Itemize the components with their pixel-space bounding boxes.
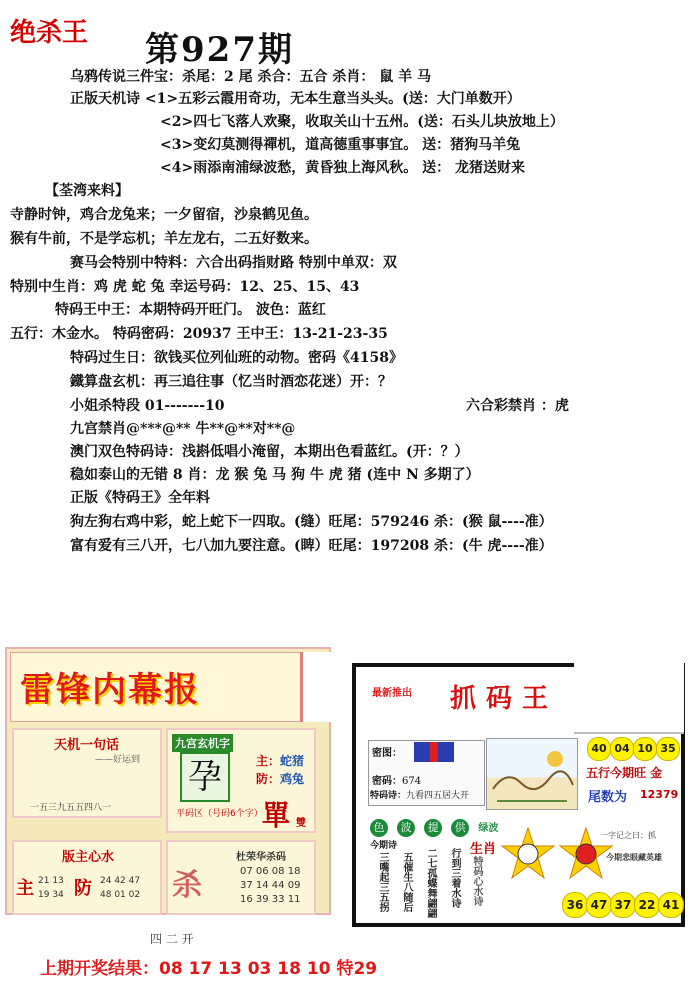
fang-number-row-1: 24 42 47 bbox=[100, 876, 141, 886]
jinqishi-label: 今期诗 bbox=[370, 841, 398, 851]
zhu-number-row-2: 19 34 bbox=[38, 890, 64, 900]
banzhu-fang: 防 bbox=[74, 878, 92, 899]
text-line-9: 赛马会特别中特料：六合出码指财路 特别中单双：双 bbox=[70, 255, 397, 271]
onechar-label: 一字记之曰：抓 bbox=[600, 831, 656, 840]
text-line-15a: 小姐杀特段 01-------10 bbox=[70, 398, 225, 414]
text-line-16: 九宫禁肖@***@** 牛**@**对**@ bbox=[70, 421, 296, 437]
new-label: 最新推出 bbox=[372, 688, 412, 699]
tianji-title: 天机一句话 bbox=[54, 738, 120, 753]
jiugong-title: 九宫玄机字 bbox=[172, 734, 233, 752]
text-line-5: <4>雨添南浦绿波愁，黄昏独上海风秋。 送： 龙猪送财来 bbox=[160, 160, 525, 176]
bottom-ball-2: 47 bbox=[586, 892, 612, 918]
jinqi-note: 今期悲眼藏英雄 bbox=[606, 852, 662, 862]
last-draw-result: 上期开奖结果：08 17 13 03 18 10 特29 bbox=[40, 959, 378, 979]
text-line-12: 五行：木金水。 特码密码：20937 王中王：13-21-23-35 bbox=[10, 326, 388, 342]
tianji-subtitle: ——好运到 bbox=[95, 755, 141, 765]
zhu-number-row-1: 21 13 bbox=[38, 876, 64, 886]
fang-number-row-2: 48 01 02 bbox=[100, 890, 141, 900]
text-line-4: <3>变幻莫测得禪机，道高德重事事宜。 送：猪狗马羊兔 bbox=[160, 137, 521, 153]
poem-column-4: 行到三着水诗 bbox=[449, 848, 460, 908]
poem-column-1: 三嘴起三五拐 bbox=[377, 852, 388, 912]
color-char-4: 供 bbox=[451, 819, 469, 837]
top-ball-4: 35 bbox=[656, 737, 680, 761]
text-line-13: 特码过生日：欲钱买位列仙班的动物。密码《4158》 bbox=[70, 350, 403, 366]
right-leaflet-page-curl bbox=[574, 660, 684, 734]
sha-row-2: 37 14 44 09 bbox=[240, 880, 301, 891]
color-char-1: 色 bbox=[370, 819, 388, 837]
text-line-20: 狗左狗右鸡中彩，蛇上蛇下一四取。(缝）旺尾：579246 杀：(猴 鼠----准） bbox=[70, 514, 553, 530]
bottom-ball-3: 37 bbox=[610, 892, 636, 918]
weishu-label: 尾数为 bbox=[588, 790, 628, 805]
text-line-18: 稳如泰山的无错 8 肖：龙 猴 兔 马 狗 牛 虎 猪 (连中 N 多期了） bbox=[70, 467, 480, 483]
poem-column-2: 五催生八随后 bbox=[401, 852, 412, 912]
poem-column-3: 二七孤蝶舞翩翩 bbox=[425, 848, 436, 918]
left-leaflet-title: 雷锋内幕报 bbox=[20, 670, 200, 710]
issue-number: 第927期 bbox=[145, 30, 294, 70]
text-line-21: 富有爱有三八开，七八加九要注意。(睥）旺尾：197208 杀：(牛 虎----准） bbox=[70, 538, 553, 554]
publication-title: 绝杀王 bbox=[10, 18, 89, 48]
animal-icon bbox=[498, 826, 558, 886]
weishu-value: 12379 bbox=[640, 788, 679, 801]
bottom-ball-1: 36 bbox=[562, 892, 588, 918]
dan-character: 單 bbox=[262, 799, 291, 832]
section-heading: 【荃湾来料】 bbox=[45, 183, 129, 199]
zhu-label: 主：蛇猪 bbox=[256, 754, 305, 768]
bottom-ball-4: 22 bbox=[634, 892, 660, 918]
shengxiao-label: 生肖 bbox=[470, 842, 497, 857]
sha-row-3: 16 39 33 11 bbox=[240, 894, 301, 905]
shuang-character: 雙 bbox=[296, 818, 306, 829]
temaxin-label: 特码心水诗 bbox=[471, 856, 482, 906]
top-ball-2: 04 bbox=[610, 737, 634, 761]
color-char-3: 提 bbox=[424, 819, 442, 837]
left-leaflet-page-curl bbox=[300, 652, 336, 722]
sha-title: 杜荣华杀码 bbox=[236, 852, 286, 863]
top-ball-3: 10 bbox=[633, 737, 657, 761]
mitu-label: 密图： bbox=[372, 748, 402, 759]
color-value: 绿波 bbox=[478, 823, 499, 834]
banzhu-zhu: 主 bbox=[16, 878, 34, 899]
left-leaflet-footer: 四 二 开 bbox=[150, 932, 194, 946]
jiugong-note: 平码区（号码6个字） bbox=[176, 809, 263, 819]
text-line-14: 鐵算盘玄机：再三追往事（忆当时酒恋花迷）开：？ bbox=[70, 374, 392, 390]
wuxing-text: 五行今期旺 金 bbox=[586, 766, 663, 780]
mitu-image bbox=[414, 742, 454, 762]
banzhu-title: 版主心水 bbox=[62, 850, 115, 865]
text-line-11: 特码王中王：本期特码开旺门。 波色：蓝红 bbox=[55, 302, 326, 318]
top-ball-1: 40 bbox=[587, 737, 611, 761]
landscape-picture bbox=[486, 738, 578, 810]
text-line-7: 寺静时钟，鸡合龙兔来；一夕留宿，沙泉鹤见鱼。 bbox=[10, 207, 318, 223]
text-line-3: <2>四七飞落人欢聚，收取关山十五州。(送：石头儿块放地上） bbox=[160, 114, 564, 130]
tianji-note: 一五三九五五四八一 bbox=[30, 803, 112, 813]
mima-line: 密码：674 bbox=[372, 776, 422, 787]
text-line-19: 正版《特码王》全年料 bbox=[70, 490, 210, 506]
right-leaflet-title: 抓码王 bbox=[450, 684, 559, 714]
fang-label: 防：鸡兔 bbox=[256, 772, 305, 786]
jiugong-character: 孕 bbox=[180, 752, 230, 802]
color-row bbox=[370, 816, 498, 837]
bottom-ball-5: 41 bbox=[658, 892, 684, 918]
sha-row-1: 07 06 08 18 bbox=[240, 866, 301, 877]
color-char-2: 波 bbox=[397, 819, 415, 837]
temashi-line: 特码诗：九看四五居大开 bbox=[370, 791, 470, 801]
text-line-15b: 六合彩禁肖 ：虎 bbox=[466, 398, 569, 414]
text-line-10: 特别中生肖：鸡 虎 蛇 兔 幸运号码：12、25、15、43 bbox=[10, 279, 360, 295]
text-line-17: 澳门双色特码诗：浅斟低唱小淹留，本期出色看蓝红。(开：？） bbox=[70, 444, 469, 460]
sha-character: 杀 bbox=[172, 868, 202, 903]
text-line-8: 猴有牛前，不是学忘机；羊左龙右，二五好数来。 bbox=[10, 231, 318, 247]
landscape-drawing bbox=[487, 739, 577, 809]
text-line-1: 乌鸦传说三件宝：杀尾：2 尾 杀合：五合 杀肖： 鼠 羊 马 bbox=[70, 69, 431, 85]
text-line-2: 正版天机诗 <1>五彩云霞用奇功，无本生意当头头。(送：大门单数开） bbox=[70, 91, 521, 107]
